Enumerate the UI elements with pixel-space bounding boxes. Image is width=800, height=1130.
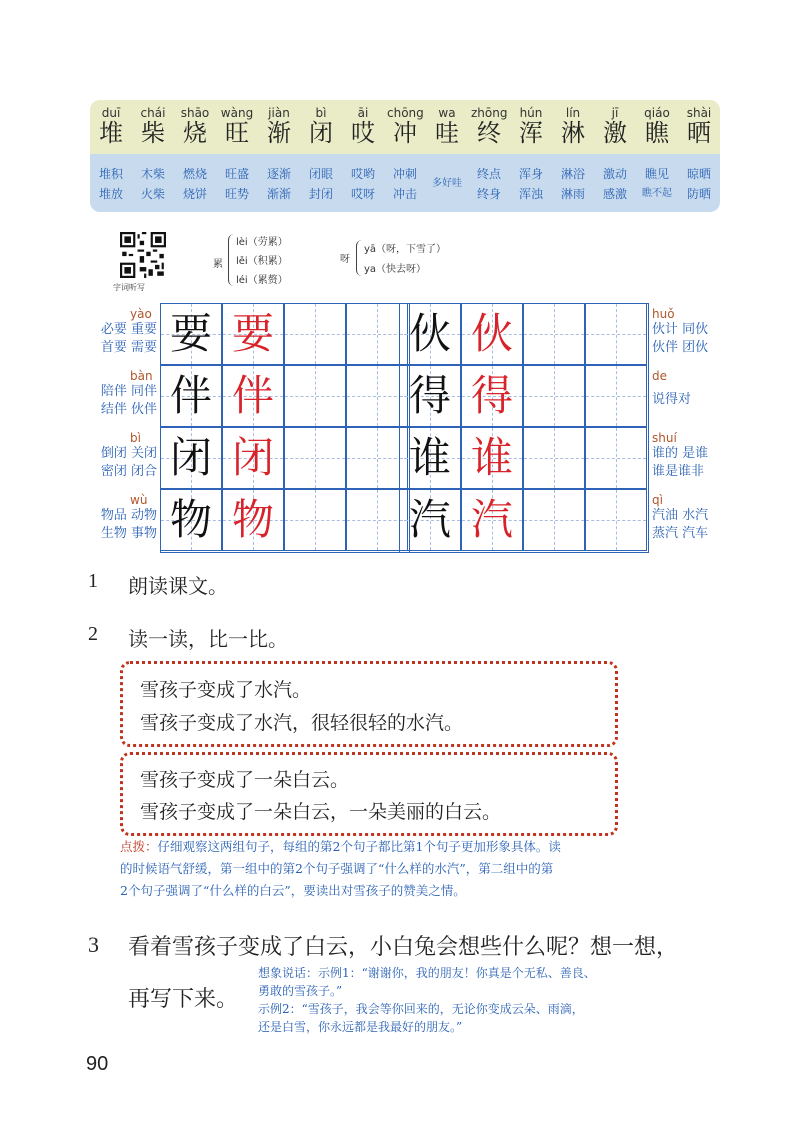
tip-line: 的时候语气舒缓，第一组中的第2个句子强调了“什么样的水汽”，第二组中的第 — [120, 861, 554, 876]
writing-words — [65, 321, 157, 357]
character-words — [550, 164, 596, 204]
character-word: 防晒 — [686, 187, 711, 201]
character-pinyin: chái — [140, 106, 166, 120]
character-word: 多好哇 — [432, 178, 462, 189]
writing-word-line: 生物 事物 — [100, 526, 157, 541]
writing-words — [65, 507, 157, 543]
polyphone-lei-reading: léi（累赘） — [236, 275, 288, 286]
writing-cell — [523, 365, 585, 427]
character-pinyin: duī — [101, 106, 121, 120]
character-words — [130, 164, 176, 204]
note-line: 想象说话：示例1：“谢谢你，我的朋友！你真是个无私、善良、 — [258, 966, 596, 980]
character-word: 旺势 — [224, 187, 249, 201]
exercise-2-text: 读一读，比一比。 — [128, 627, 288, 651]
writing-words — [65, 445, 157, 481]
character-words — [172, 164, 218, 204]
character-words — [466, 164, 512, 204]
model-character: 得 — [408, 371, 451, 420]
character-column — [93, 100, 129, 146]
character-glyph: 激 — [603, 119, 627, 147]
exercise-1-text: 朗读课文。 — [128, 574, 228, 598]
character-word: 逐渐 — [266, 167, 291, 181]
writing-cell — [284, 427, 346, 489]
exercise-1-number: 1 — [88, 570, 98, 592]
character-column — [135, 100, 171, 146]
character-word: 哎呀 — [350, 187, 375, 201]
writing-cell — [585, 365, 647, 427]
writing-word-line: 密闭 闭合 — [100, 464, 157, 479]
note-line: 勇敢的雪孩子。” — [258, 984, 343, 998]
polyphone-ya-reading: yā（呀，下雪了） — [364, 244, 447, 255]
tracing-character: 物 — [231, 495, 274, 544]
writing-pinyin: de — [652, 369, 667, 383]
tip-line: 仔细观察这两组句子，每组的第2个句子都比第1个句子更加形象具体。读 — [157, 839, 561, 854]
writing-pinyin: wù — [130, 493, 148, 507]
character-word: 冲击 — [392, 187, 417, 201]
writing-pinyin: huǒ — [652, 307, 675, 321]
writing-pinyin: qì — [652, 493, 663, 507]
model-character: 汽 — [408, 495, 451, 544]
writing-word-line: 伙计 同伙 — [652, 322, 709, 337]
tip-line: 2个句子强调了“什么样的白云”，要读出对雪孩子的赞美之情。 — [120, 883, 466, 898]
character-word: 渐渐 — [266, 187, 291, 201]
character-pinyin: hún — [519, 106, 543, 120]
writing-words — [652, 321, 708, 357]
model-character: 伴 — [169, 371, 212, 420]
character-pinyin: wàng — [220, 106, 254, 120]
character-column — [555, 100, 591, 146]
character-glyph: 渐 — [267, 119, 291, 147]
character-pinyin-band — [90, 100, 720, 154]
character-word: 闭眼 — [308, 167, 333, 181]
note-line: 示例2：“雪孩子，我会等你回来的，无论你变成云朵、雨滴， — [258, 1002, 584, 1016]
character-pinyin: wa — [438, 106, 456, 120]
sentence: 雪孩子变成了一朵白云。 — [140, 769, 350, 791]
character-words — [382, 164, 428, 204]
sentence: 雪孩子变成了水汽，很轻很轻的水汽。 — [140, 712, 464, 734]
sentence: 雪孩子变成了一朵白云，一朵美丽的白云。 — [140, 801, 502, 823]
character-glyph: 淋 — [561, 119, 585, 147]
writing-word-line: 伙伴 团伙 — [652, 340, 709, 355]
character-pinyin: jiàn — [268, 106, 290, 120]
character-glyph: 终 — [477, 119, 501, 147]
character-glyph: 闭 — [309, 119, 333, 147]
writing-cell — [585, 489, 647, 551]
polyphone-ya-char: 呀 — [340, 254, 350, 265]
model-character: 物 — [169, 495, 212, 544]
character-word: 终身 — [476, 187, 501, 201]
imagination-note — [258, 964, 728, 1036]
polyphone-lei-char: 累 — [213, 259, 223, 270]
character-pinyin: qiáo — [644, 106, 670, 120]
tracing-character: 伴 — [231, 371, 274, 420]
character-words-band — [90, 154, 720, 212]
reading-tip — [120, 836, 720, 902]
character-column — [681, 100, 717, 146]
character-word: 燃烧 — [182, 167, 207, 181]
exercise-2-number: 2 — [88, 623, 98, 645]
character-column — [429, 100, 465, 146]
writing-cell — [523, 303, 585, 365]
model-character: 伙 — [408, 309, 451, 358]
character-column — [471, 100, 507, 146]
character-column — [303, 100, 339, 146]
character-glyph: 晒 — [687, 119, 711, 147]
character-word: 感激 — [602, 187, 627, 201]
character-word: 旺盛 — [224, 167, 249, 181]
polyphone-lei-reading: lèi（劳累） — [236, 237, 288, 248]
character-glyph: 烧 — [183, 119, 207, 147]
character-pinyin: āi — [357, 106, 369, 120]
character-word: 堆积 — [98, 167, 123, 181]
character-words — [298, 164, 344, 204]
writing-words — [652, 507, 708, 543]
writing-cell — [585, 427, 647, 489]
character-words — [256, 164, 302, 204]
writing-word-line: 结伴 伙伴 — [100, 402, 157, 417]
character-column — [345, 100, 381, 146]
character-word: 瞧见 — [644, 167, 669, 181]
character-pinyin: bì — [315, 106, 327, 120]
tracing-character: 得 — [470, 371, 513, 420]
polyphone-ya-brace — [356, 240, 363, 276]
writing-pinyin: shuí — [652, 431, 677, 445]
character-words — [340, 164, 386, 204]
character-glyph: 瞧 — [645, 119, 669, 147]
character-pinyin: jī — [611, 106, 619, 120]
character-words — [592, 164, 638, 204]
tracing-character: 要 — [231, 309, 274, 358]
sentence: 雪孩子变成了水汽。 — [140, 679, 312, 701]
character-word: 冲刺 — [392, 167, 417, 181]
character-glyph: 冲 — [393, 119, 417, 147]
character-words — [214, 164, 260, 204]
writing-word-line: 谁的 是谁 — [652, 446, 709, 461]
polyphone-ya-reading: ya（快去呀） — [364, 264, 427, 275]
writing-pinyin: bì — [130, 431, 141, 445]
character-pinyin: shài — [686, 106, 712, 120]
character-word: 浑浊 — [518, 187, 543, 201]
character-word: 瞧不起 — [642, 188, 672, 199]
character-pinyin: shāo — [180, 106, 210, 120]
character-glyph: 柴 — [141, 119, 165, 147]
writing-words — [652, 391, 691, 409]
page-number: 90 — [86, 1053, 109, 1075]
character-word: 火柴 — [140, 187, 165, 201]
character-word: 烧饼 — [182, 187, 207, 201]
qr-code-label: 字词听写 — [113, 283, 145, 292]
character-word: 封闭 — [308, 187, 333, 201]
model-character: 要 — [169, 309, 212, 358]
character-words — [508, 164, 554, 204]
note-line: 还是白雪，你永远都是我最好的朋友。” — [258, 1020, 463, 1034]
character-word: 终点 — [476, 167, 501, 181]
tracing-character: 伙 — [470, 309, 513, 358]
character-column — [219, 100, 255, 146]
character-word: 淋雨 — [560, 187, 585, 201]
exercise-3-text: 看着雪孩子变成了白云，小白兔会想些什么呢？想一想， — [128, 935, 679, 960]
writing-word-line: 陪伴 同伴 — [100, 384, 157, 399]
writing-pinyin: bàn — [130, 369, 153, 383]
writing-cell — [523, 427, 585, 489]
character-glyph: 堆 — [99, 119, 123, 147]
character-column — [639, 100, 675, 146]
writing-word-line: 谁是谁非 — [652, 464, 705, 479]
tracing-character: 汽 — [470, 495, 513, 544]
character-column — [261, 100, 297, 146]
character-glyph: 旺 — [225, 119, 249, 147]
writing-pinyin: yào — [130, 307, 152, 321]
writing-cell — [284, 489, 346, 551]
character-word: 晾晒 — [686, 167, 711, 181]
character-glyph: 浑 — [519, 119, 543, 147]
model-character: 谁 — [408, 433, 451, 482]
character-glyph: 哇 — [435, 119, 459, 147]
writing-word-line: 首要 需要 — [100, 340, 157, 355]
tracing-character: 谁 — [470, 433, 513, 482]
tip-label: 点拨： — [120, 839, 158, 854]
writing-cell — [284, 303, 346, 365]
writing-words — [65, 383, 157, 419]
character-glyph: 哎 — [351, 119, 375, 147]
writing-word-line: 必要 重要 — [100, 322, 157, 337]
character-column — [387, 100, 423, 146]
writing-words — [652, 445, 708, 481]
character-word: 激动 — [602, 167, 627, 181]
character-column — [597, 100, 633, 146]
polyphone-lei-brace — [228, 234, 235, 286]
writing-word-line: 说得对 — [652, 392, 692, 407]
tracing-character: 闭 — [231, 433, 274, 482]
character-word: 淋浴 — [560, 167, 585, 181]
exercise-3-text-cont: 再写下来。 — [128, 987, 239, 1012]
writing-cell — [523, 489, 585, 551]
exercise-3-number: 3 — [88, 932, 99, 957]
qr-code-icon[interactable] — [120, 232, 166, 278]
character-words — [676, 164, 722, 204]
character-word: 浑身 — [518, 167, 543, 181]
writing-cell — [284, 365, 346, 427]
character-word: 木柴 — [140, 167, 165, 181]
character-word: 哎哟 — [350, 167, 375, 181]
polyphone-lei-reading: lěi（积累） — [236, 256, 288, 267]
writing-word-line: 蒸汽 汽车 — [652, 526, 709, 541]
character-words — [88, 164, 134, 204]
writing-word-line: 物品 动物 — [100, 508, 157, 523]
character-column — [177, 100, 213, 146]
character-pinyin: lín — [565, 106, 581, 120]
writing-word-line: 汽油 水汽 — [652, 508, 709, 523]
character-words — [424, 174, 470, 194]
character-word: 堆放 — [98, 187, 123, 201]
writing-cell — [585, 303, 647, 365]
character-column — [513, 100, 549, 146]
character-words — [634, 164, 680, 204]
model-character: 闭 — [169, 433, 212, 482]
character-pinyin: chōng — [387, 106, 424, 120]
character-pinyin: zhōng — [471, 106, 508, 120]
writing-word-line: 倒闭 关闭 — [100, 446, 157, 461]
